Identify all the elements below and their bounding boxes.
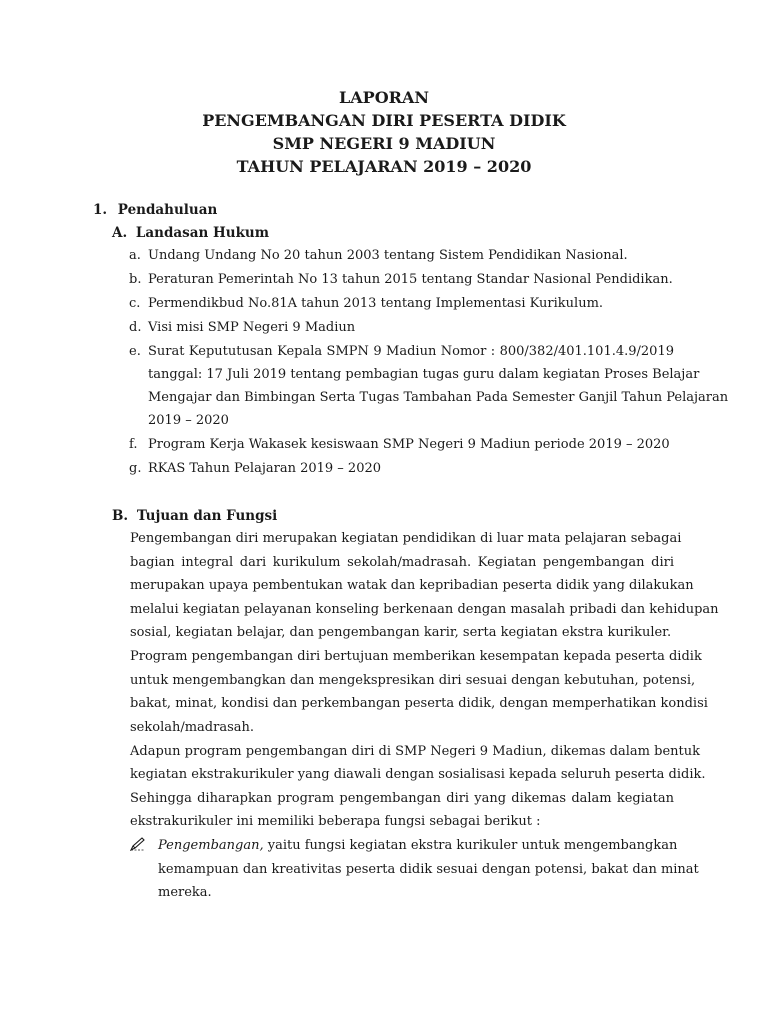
list-item: Peraturan Pemerintah No 13 tahun 2015 tentang Standar Nasional Pendidikan. [148,272,673,287]
bullet-item-line [158,838,678,853]
list-item-line: 2019 – 2020 [148,413,229,428]
bullet-item-line: kemampuan dan kreativitas peserta didik sesuai dengan potensi, bakat dan minat [158,862,699,877]
subsection-b-heading [112,508,277,524]
paragraph-line: merupakan upaya pembentukan watak dan kepribadian peserta didik yang dilakukan [130,578,694,593]
title-line-1: LAPORAN [339,88,429,107]
subsection-letter: B. [112,508,129,524]
paragraph-line: melalui kegiatan pelayanan konseling berkenaan dengan masalah pribadi dan kehidupan [130,602,719,617]
bullet-item-line: mereka. [158,885,212,900]
list-item: Program Kerja Wakasek kesiswaan SMP Negeri 9 Madiun periode 2019 – 2020 [148,437,670,452]
paragraph-line: sosial, kegiatan belajar, dan pengembangan karir, serta kegiatan ekstra kurikuler. [130,625,672,640]
bullet-text: yaitu fungsi kegiatan ekstra kurikuler untuk mengembangkan [263,838,678,853]
title-line-2: PENGEMBANGAN DIRI PESERTA DIDIK [202,111,566,130]
paragraph-line: Pengembangan diri merupakan kegiatan pendidikan di luar mata pelajaran sebagai [130,531,682,546]
pen-writing-icon [130,837,146,855]
section-1-heading [93,202,217,218]
paragraph-line: sekolah/madrasah. [130,720,255,735]
subsection-title: Tujuan dan Fungsi [136,508,278,524]
paragraph-line: bagian integral dari kurikulum sekolah/madrasah. Kegiatan pengembangan diri [130,555,674,570]
list-label: b. [129,272,142,287]
paragraph-line: Sehingga diharapkan program pengembangan diri yang dikemas dalam kegiatan [130,791,674,806]
title-line-4: TAHUN PELAJARAN 2019 – 2020 [236,157,532,176]
list-item-line: Mengajar dan Bimbingan Serta Tugas Tambahan Pada Semester Ganjil Tahun Pelajaran [148,390,729,405]
list-label: d. [129,320,142,335]
subsection-letter: A. [112,225,128,241]
list-item: Visi misi SMP Negeri 9 Madiun [148,320,356,335]
bullet-term: Pengembangan, [158,838,264,853]
paragraph-line: Program pengembangan diri bertujuan memberikan kesempatan kepada peserta didik [130,649,702,664]
list-label: g. [129,461,142,476]
section-number: 1. [93,202,108,218]
paragraph-line: ekstrakurikuler ini memiliki beberapa fungsi sebagai berikut : [130,814,541,829]
list-label: e. [129,344,141,359]
paragraph-line: untuk mengembangkan dan mengekspresikan diri sesuai dengan kebutuhan, potensi, [130,673,696,688]
section-title: Pendahuluan [117,202,218,218]
list-item-line: Surat Kepututusan Kepala SMPN 9 Madiun Nomor : 800/382/401.101.4.9/2019 [148,344,674,359]
list-item: Permendikbud No.81A tahun 2013 tentang Implementasi Kurikulum. [148,296,604,311]
paragraph-line: Adapun program pengembangan diri di SMP Negeri 9 Madiun, dikemas dalam bentuk [130,744,700,759]
list-label: f. [129,437,138,452]
list-item: RKAS Tahun Pelajaran 2019 – 2020 [148,461,382,476]
list-item-line: tanggal: 17 Juli 2019 tentang pembagian tugas guru dalam kegiatan Proses Belajar [148,367,700,382]
list-item: Undang Undang No 20 tahun 2003 tentang Sistem Pendidikan Nasional. [148,248,628,263]
paragraph-line: kegiatan ekstrakurikuler yang diawali dengan sosialisasi kepada seluruh peserta didik. [130,767,706,782]
title-line-3: SMP NEGERI 9 MADIUN [272,134,496,153]
subsection-title: Landasan Hukum [135,225,270,241]
paragraph-line: bakat, minat, kondisi dan perkembangan peserta didik, dengan memperhatikan kondisi [130,696,708,711]
pen-writing-icon-svg [130,837,146,851]
subsection-a-heading [112,225,269,241]
list-label: a. [129,248,141,263]
list-label: c. [129,296,141,311]
